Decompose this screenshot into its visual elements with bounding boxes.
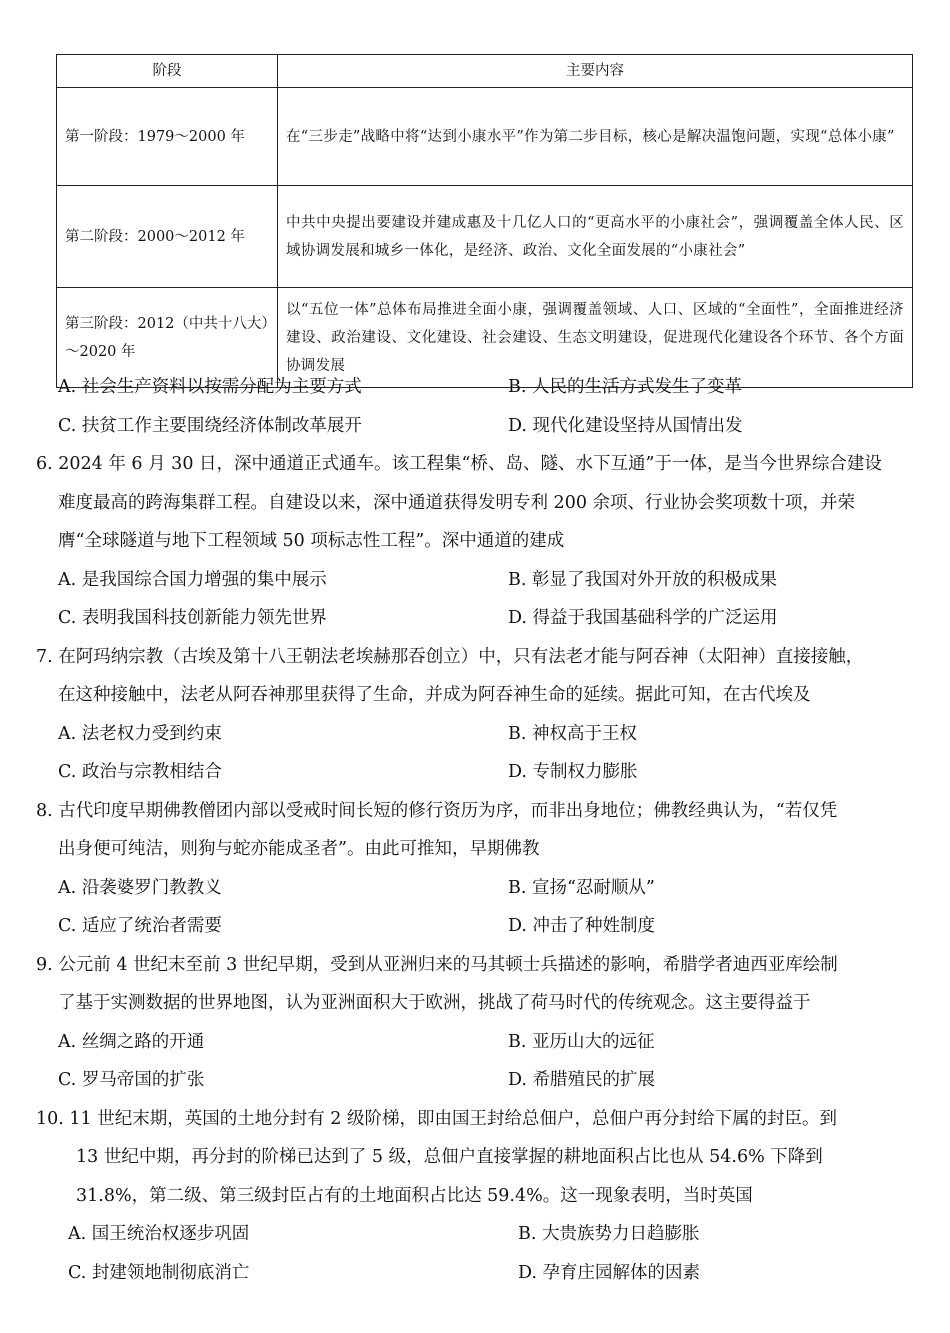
q8-option-a[interactable]: A. 沿袭婆罗门教教义 (58, 877, 222, 898)
table-header-row (57, 55, 913, 88)
table-header-content: 主要内容 (278, 55, 913, 88)
q10-option-c[interactable]: C. 封建领地制彻底消亡 (68, 1262, 250, 1283)
q6-option-a[interactable]: A. 是我国综合国力增强的集中展示 (58, 569, 327, 590)
q7-option-a[interactable]: A. 法老权力受到约束 (58, 723, 222, 744)
q10-option-b[interactable]: B. 大贵族势力日趋膨胀 (518, 1224, 700, 1244)
q7-option-c[interactable]: C. 政治与宗教相结合 (58, 762, 222, 782)
q6-stem-line: 6. 2024 年 6 月 30 日，深中通道正式通车。该工程集“桥、岛、隧、水下互通”于一体，是当今世界综合建设 (36, 454, 882, 474)
q9-stem-line: 9. 公元前 4 世纪末至前 3 世纪早期，受到从亚洲归来的马其顿士兵描述的影响，希腊学者迪西亚库绘制 (36, 954, 838, 975)
q6-options (36, 561, 916, 638)
q7-option-b[interactable]: B. 神权高于王权 (508, 723, 637, 744)
q7-stem (36, 638, 916, 715)
table-cell-stage: 第一阶段：1979～2000 年 (57, 88, 278, 186)
q5-option-b[interactable]: B. 人民的生活方式发生了变革 (508, 377, 742, 397)
q9-stem (36, 946, 916, 1023)
table-cell-content: 在“三步走”战略中将“达到小康水平”作为第二步目标，核心是解决温饱问题，实现“总体小康” (278, 88, 913, 186)
q8-stem (36, 792, 916, 869)
q8-option-b[interactable]: B. 宣扬“忍耐顺从” (508, 877, 655, 898)
q6-stem (36, 445, 916, 561)
q10-option-a[interactable]: A. 国王统治权逐步巩固 (68, 1224, 250, 1244)
q10-stem-line: 31.8%，第二级、第三级封臣占有的土地面积占比达 59.4%。这一现象表明，当时英国 (76, 1185, 753, 1206)
q10-options (36, 1215, 916, 1292)
table-cell-content: 中共中央提出要建设并建成惠及十几亿人口的“更高水平的小康社会”，强调覆盖全体人民、区域协调发展和城乡一体化，是经济、政治、文化全面发展的“小康社会” (278, 186, 913, 288)
q10-stem-line: 13 世纪中期，再分封的阶梯已达到了 5 级，总佃户直接掌握的耕地面积占比也从 54.6% 下降到 (76, 1147, 823, 1167)
question-area (36, 368, 916, 1292)
q6-option-b[interactable]: B. 彰显了我国对外开放的积极成果 (508, 569, 777, 590)
q9-options (36, 1023, 916, 1100)
table-header-stage: 阶段 (57, 55, 278, 88)
table-cell-stage: 第三阶段：2012（中共十八大）～2020 年 (57, 288, 278, 388)
q7-stem-line: 7. 在阿玛纳宗教（古埃及第十八王朝法老埃赫那吞创立）中，只有法老才能与阿吞神（太阳神）直接接触， (36, 646, 864, 667)
q7-option-d[interactable]: D. 专制权力膨胀 (508, 762, 638, 782)
q6-option-c[interactable]: C. 表明我国科技创新能力领先世界 (58, 608, 327, 628)
table-cell-stage: 第二阶段：2000～2012 年 (57, 186, 278, 288)
table-row (57, 88, 913, 186)
q6-stem-line: 难度最高的跨海集群工程。自建设以来，深中通道获得发明专利 200 余项、行业协会奖项数十项，并荣 (58, 492, 856, 513)
q5-options (36, 368, 916, 445)
q6-option-d[interactable]: D. 得益于我国基础科学的广泛运用 (508, 608, 778, 628)
q6-stem-line: 膺“全球隧道与地下工程领域 50 项标志性工程”。深中通道的建成 (58, 531, 565, 551)
q9-option-c[interactable]: C. 罗马帝国的扩张 (58, 1070, 205, 1090)
q10-stem-line: 10. 11 世纪末期，英国的土地分封有 2 级阶梯，即由国王封给总佃户，总佃户再分封给下属的封臣。到 (36, 1108, 837, 1129)
q9-stem-line: 了基于实测数据的世界地图，认为亚洲面积大于欧洲，挑战了荷马时代的传统观念。这主要得益于 (58, 993, 811, 1013)
q7-options (36, 715, 916, 792)
q5-option-d[interactable]: D. 现代化建设坚持从国情出发 (508, 415, 743, 436)
q7-stem-line: 在这种接触中，法老从阿吞神那里获得了生命，并成为阿吞神生命的延续。据此可知，在古代埃及 (58, 685, 811, 705)
q9-option-d[interactable]: D. 希腊殖民的扩展 (508, 1070, 656, 1090)
q8-option-c[interactable]: C. 适应了统治者需要 (58, 916, 222, 936)
q8-stem-line: 8. 古代印度早期佛教僧团内部以受戒时间长短的修行资历为序，而非出身地位；佛教经典认为，“若仅凭 (36, 800, 838, 821)
q9-option-b[interactable]: B. 亚历山大的远征 (508, 1031, 655, 1052)
q8-option-d[interactable]: D. 冲击了种姓制度 (508, 916, 656, 936)
table-cell-content: 以“五位一体”总体布局推进全面小康，强调覆盖领域、人口、区域的“全面性”，全面推进经济建设、政治建设、文化建设、社会建设、生态文明建设，促进现代化建设各个环节、各个方面协调发展 (278, 288, 913, 388)
q5-option-a[interactable]: A. 社会生产资料以按需分配为主要方式 (58, 377, 362, 397)
q5-option-c[interactable]: C. 扶贫工作主要围绕经济体制改革展开 (58, 415, 362, 436)
q10-stem (36, 1100, 916, 1216)
table-row (57, 186, 913, 288)
q9-option-a[interactable]: A. 丝绸之路的开通 (58, 1031, 205, 1052)
q10-option-d[interactable]: D. 孕育庄园解体的因素 (518, 1262, 701, 1283)
q8-stem-line: 出身便可纯洁，则狗与蛇亦能成圣者”。由此可推知，早期佛教 (58, 839, 540, 859)
q8-options (36, 869, 916, 946)
stage-table (56, 54, 913, 388)
